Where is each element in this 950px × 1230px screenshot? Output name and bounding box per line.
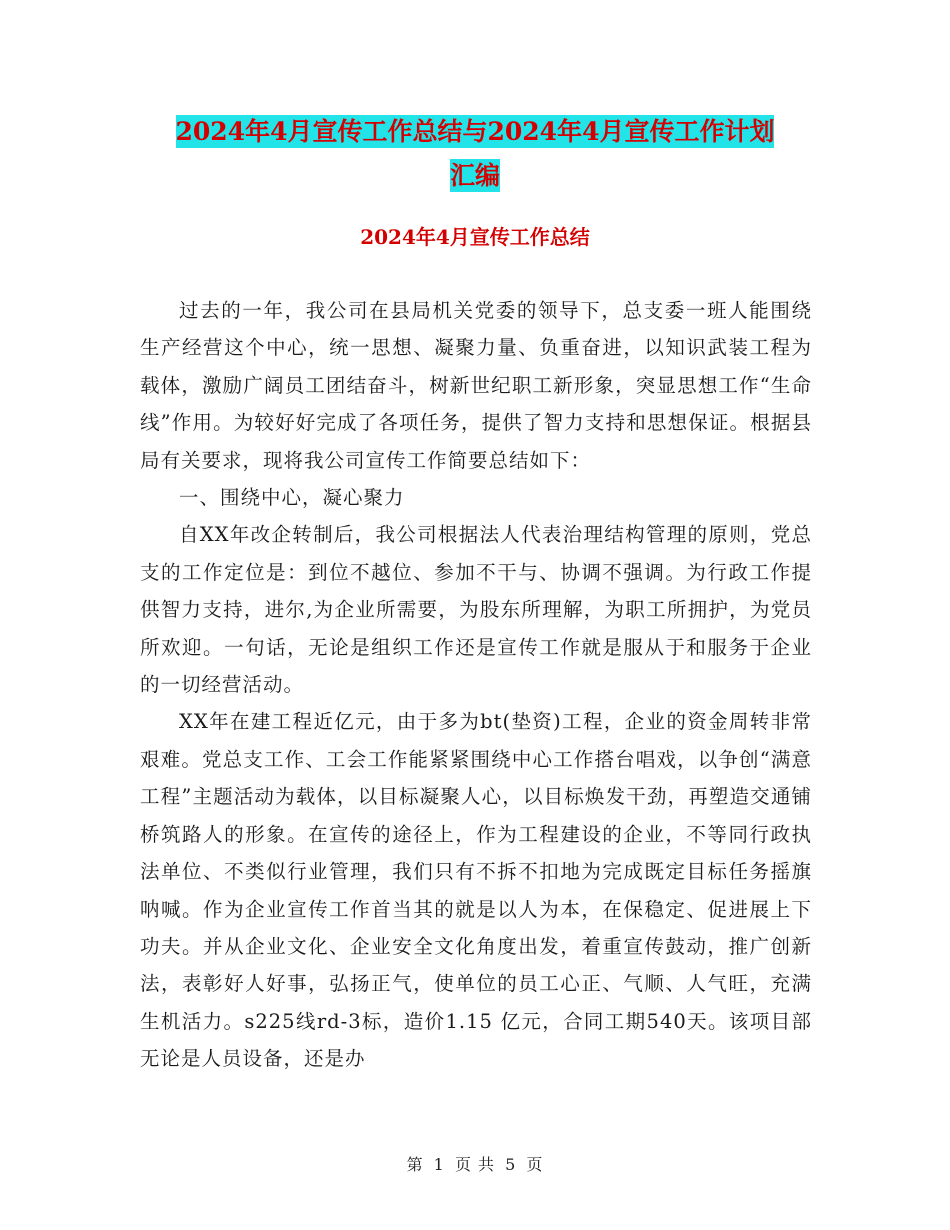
- document-body: [140, 292, 812, 1078]
- page-footer: [0, 1152, 950, 1175]
- paragraph-intro: 过去的一年，我公司在县局机关党委的领导下，总支委一班人能围绕生产经营这个中心，统一思想、凝聚力量、负重奋进，以知识武装工程为载体，激励广阔员工团结奋斗，树新世纪职工新形象，突显思想工作“生命线”作用。为较好好完成了各项任务，提供了智力支持和思想保证。根据县局有关要求，现将我公司宣传工作简要总结如下：: [140, 299, 812, 472]
- document-title-line-1: 2024年4月宣传工作总结与2024年4月宣传工作计划: [175, 117, 775, 146]
- paragraph-body-1: 自XX年改企转制后，我公司根据法人代表治理结构管理的原则，党总支的工作定位是：到位不越位、参加不干与、协调不强调。为行政工作提供智力支持，进尔,为企业所需要，为股东所理解，为职工所拥护，为党员所欢迎。一句话，无论是组织工作还是宣传工作就是服从于和服务于企业的一切经营活动。: [140, 523, 812, 697]
- footer-prefix: 第: [406, 1155, 424, 1174]
- document-title-line-2: 汇编: [449, 161, 500, 190]
- document-title: [140, 110, 810, 198]
- footer-middle: 页 共: [454, 1155, 496, 1174]
- paragraph-heading-1: 一、围绕中心，凝心聚力: [179, 486, 405, 510]
- footer-total-pages: 5: [505, 1155, 517, 1174]
- section-title: 2024年4月宣传工作总结: [360, 225, 590, 249]
- paragraph-body-2: XX年在建工程近亿元，由于多为bt(垫资)工程，企业的资金周转非常艰难。党总支工作、工会工作能紧紧围绕中心工作搭台唱戏，以争创“满意工程”主题活动为载体，以目标凝聚人心，以目标焕发干劲，再塑造交通铺桥筑路人的形象。在宣传的途径上，作为工程建设的企业，不等同行政执法单位、不类似行业管理，我们只有不拆不扣地为完成既定目标任务摇旗呐喊。作为企业宣传工作首当其的就是以人为本，在保稳定、促进展上下功夫。并从企业文化、企业安全文化角度出发，着重宣传鼓动，推广创新法，表彰好人好事，弘扬正气，使单位的员工心正、气顺、人气旺，充满生机活力。s225线rd-3标，造价1.15 亿元，合同工期540天。该项目部无论是人员设备，还是办: [140, 710, 812, 1071]
- footer-current-page: 1: [433, 1155, 445, 1174]
- footer-suffix: 页: [526, 1155, 544, 1174]
